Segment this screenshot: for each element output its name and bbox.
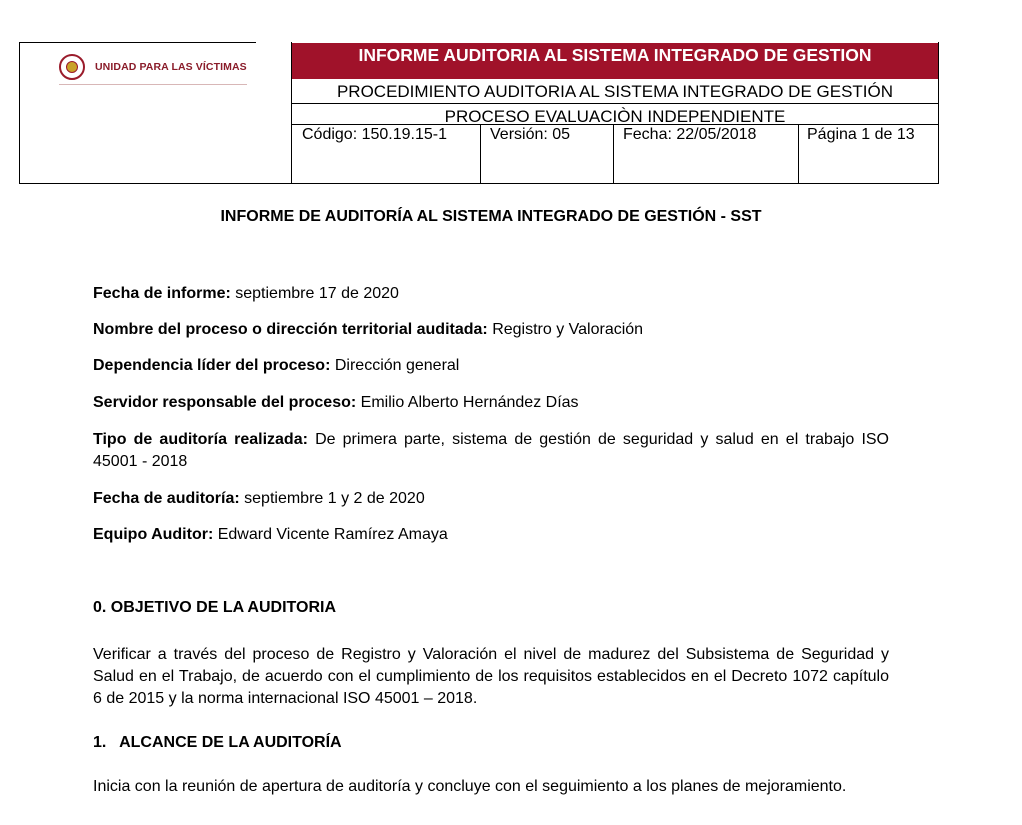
field-value: Dirección general bbox=[330, 357, 460, 374]
logo-text: UNIDAD PARA LAS VÍCTIMAS bbox=[95, 61, 247, 73]
process-name: PROCESO EVALUACIÒN INDEPENDIENTE bbox=[444, 107, 786, 124]
field-label: Fecha de auditoría: bbox=[93, 490, 240, 507]
field-label: Nombre del proceso o dirección territorial auditada: bbox=[93, 321, 488, 338]
field-label: Tipo de auditoría realizada: bbox=[93, 431, 308, 448]
field-label: Fecha de informe: bbox=[93, 285, 231, 302]
header-border-right bbox=[938, 42, 939, 184]
report-title-bar: INFORME AUDITORIA AL SISTEMA INTEGRADO DE GESTION bbox=[292, 43, 938, 79]
document-date: Fecha: 22/05/2018 bbox=[623, 126, 757, 143]
document-code: Código: 150.19.15-1 bbox=[302, 126, 447, 143]
field-lead-dependency bbox=[93, 355, 889, 377]
field-value: Edward Vicente Ramírez Amaya bbox=[213, 526, 448, 543]
field-value: septiembre 1 y 2 de 2020 bbox=[239, 490, 425, 507]
field-responsible-server bbox=[93, 392, 889, 414]
header-border-bottom bbox=[19, 183, 939, 184]
field-process-name bbox=[93, 319, 889, 341]
header-divider-col4 bbox=[798, 124, 799, 184]
document-version: Versión: 05 bbox=[490, 126, 571, 143]
field-audit-date bbox=[93, 488, 889, 510]
section-heading-objective: 0. OBJETIVO DE LA AUDITORIA bbox=[93, 599, 336, 616]
document-header-table bbox=[19, 42, 939, 185]
field-label: Equipo Auditor: bbox=[93, 526, 214, 543]
field-value: Registro y Valoración bbox=[487, 321, 644, 338]
field-report-date bbox=[93, 283, 889, 305]
colombia-seal-icon bbox=[59, 54, 85, 80]
header-divider-col3 bbox=[613, 124, 614, 184]
section-body-objective: Verificar a través del proceso de Registro y Valoración el nivel de madurez del Subsistema de Seguridad y Salud en el Trabajo, de acuerdo con el cumplimiento de los requisitos establecidos en el Decreto 1072 capítulo 6 de 2015 y la norma internacional ISO 45001 – 2018. bbox=[93, 646, 889, 707]
document-title: INFORME DE AUDITORÍA AL SISTEMA INTEGRADO DE GESTIÓN - SST bbox=[220, 208, 762, 225]
field-value: septiembre 17 de 2020 bbox=[230, 285, 399, 302]
field-audit-team bbox=[93, 524, 889, 546]
field-value: Emilio Alberto Hernández Días bbox=[356, 394, 579, 411]
field-label: Dependencia líder del proceso: bbox=[93, 357, 331, 374]
procedure-name: PROCEDIMIENTO AUDITORIA AL SISTEMA INTEGRADO DE GESTIÓN bbox=[336, 82, 894, 101]
page-number: Página 1 de 13 bbox=[807, 126, 915, 143]
field-audit-type bbox=[93, 429, 889, 473]
field-label: Servidor responsable del proceso: bbox=[93, 394, 357, 411]
section-body-scope: Inicia con la reunión de apertura de auditoría y concluye con el seguimiento a los planes de mejoramiento. bbox=[93, 778, 847, 795]
logo-cell bbox=[19, 42, 291, 183]
section-heading-scope: 1. ALCANCE DE LA AUDITORÍA bbox=[93, 734, 342, 751]
header-divider-col2 bbox=[480, 124, 481, 184]
field-value: De primera parte, sistema de gestión de seguridad y salud en el trabajo ISO 45001 - 2018 bbox=[93, 431, 890, 470]
unidad-victimas-logo bbox=[59, 52, 247, 85]
